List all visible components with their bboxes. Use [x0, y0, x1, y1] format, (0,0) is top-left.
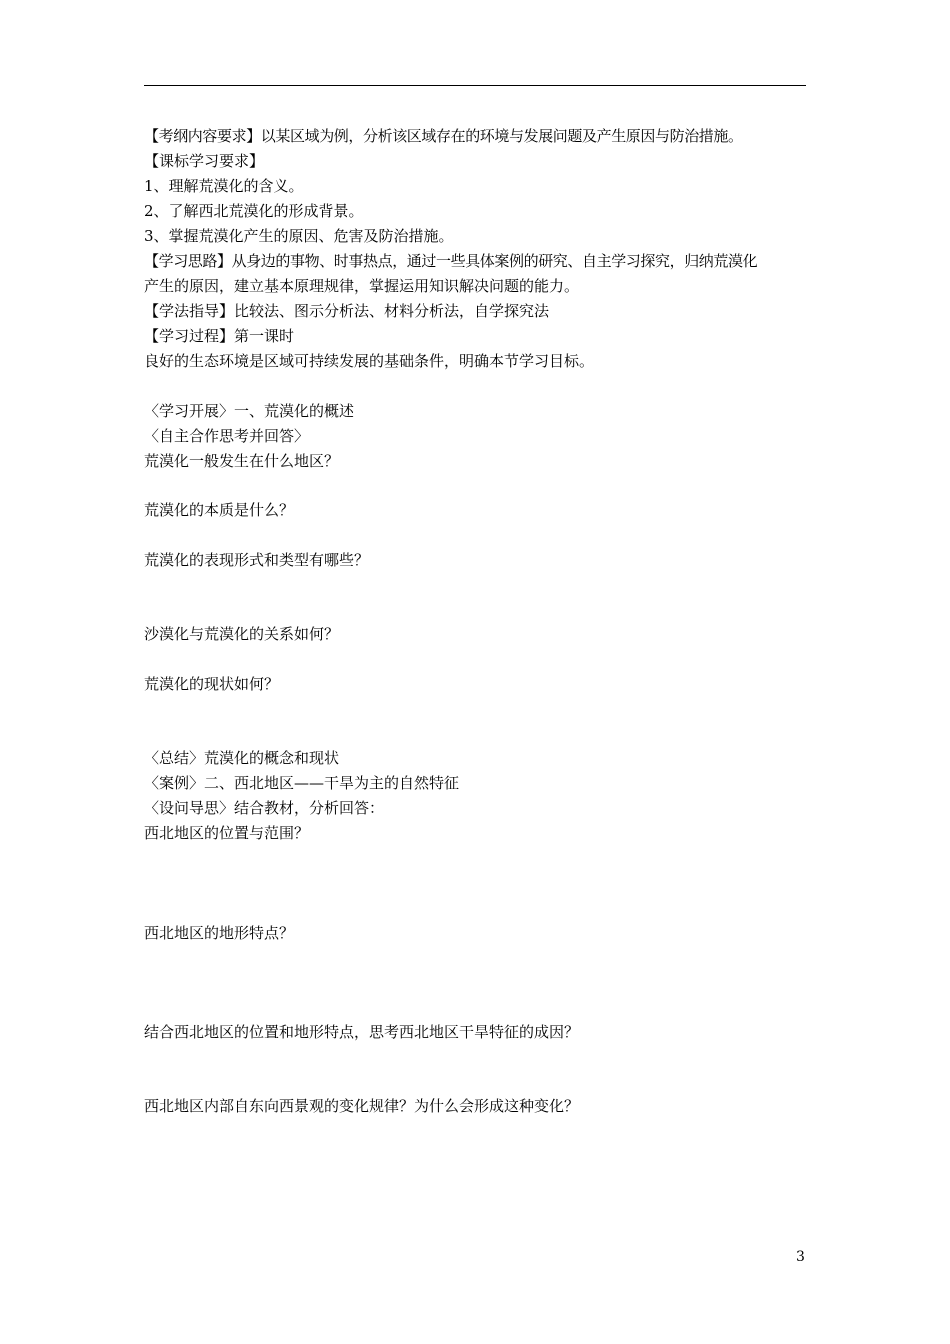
learning-goal-line: 良好的生态环境是区域可持续发展的基础条件，明确本节学习目标。 — [144, 352, 595, 370]
question-terrain: 西北地区的地形特点？ — [144, 924, 295, 942]
self-study-prompt: 〈自主合作思考并回答〉 — [144, 427, 310, 445]
question-essence: 荒漠化的本质是什么？ — [144, 501, 295, 519]
requirement-item-3: 3、掌握荒漠化产生的原因、危害及防治措施。 — [144, 227, 454, 245]
study-approach-line-2: 产生的原因，建立基本原理规律，掌握运用知识解决问题的能力。 — [144, 277, 580, 295]
question-landscape-change: 西北地区内部自东向西景观的变化规律？为什么会形成这种变化？ — [144, 1097, 580, 1115]
summary-line: 〈总结〉荒漠化的概念和现状 — [144, 749, 340, 767]
question-status: 荒漠化的现状如何？ — [144, 675, 280, 693]
question-relation: 沙漠化与荒漠化的关系如何？ — [144, 625, 340, 643]
header-rule — [144, 85, 806, 86]
question-position-range: 西北地区的位置与范围？ — [144, 824, 310, 842]
curriculum-requirement-heading: 【课标学习要求】 — [144, 152, 265, 170]
exam-requirement-line: 【考纲内容要求】以某区域为例，分析该区域存在的环境与发展问题及产生原因与防治措施。 — [144, 127, 743, 145]
section-one-heading: 〈学习开展〉一、荒漠化的概述 — [144, 402, 355, 420]
guided-question-prompt: 〈设问导思〉结合教材，分析回答： — [144, 799, 385, 817]
study-approach-line-1: 【学习思路】从身边的事物、时事热点，通过一些具体案例的研究、自主学习探究，归纳荒漠化 — [144, 252, 758, 270]
question-location: 荒漠化一般发生在什么地区？ — [144, 452, 340, 470]
section-two-heading: 〈案例〉二、西北地区——干旱为主的自然特征 — [144, 774, 460, 792]
page-number: 3 — [796, 1249, 805, 1265]
requirement-item-1: 1、理解荒漠化的含义。 — [144, 177, 304, 195]
study-process-line: 【学习过程】第一课时 — [144, 327, 295, 345]
question-arid-causes: 结合西北地区的位置和地形特点，思考西北地区干旱特征的成因？ — [144, 1023, 580, 1041]
requirement-item-2: 2、了解西北荒漠化的形成背景。 — [144, 202, 364, 220]
study-method-line: 【学法指导】比较法、图示分析法、材料分析法，自学探究法 — [144, 302, 550, 320]
question-forms-types: 荒漠化的表现形式和类型有哪些？ — [144, 551, 370, 569]
